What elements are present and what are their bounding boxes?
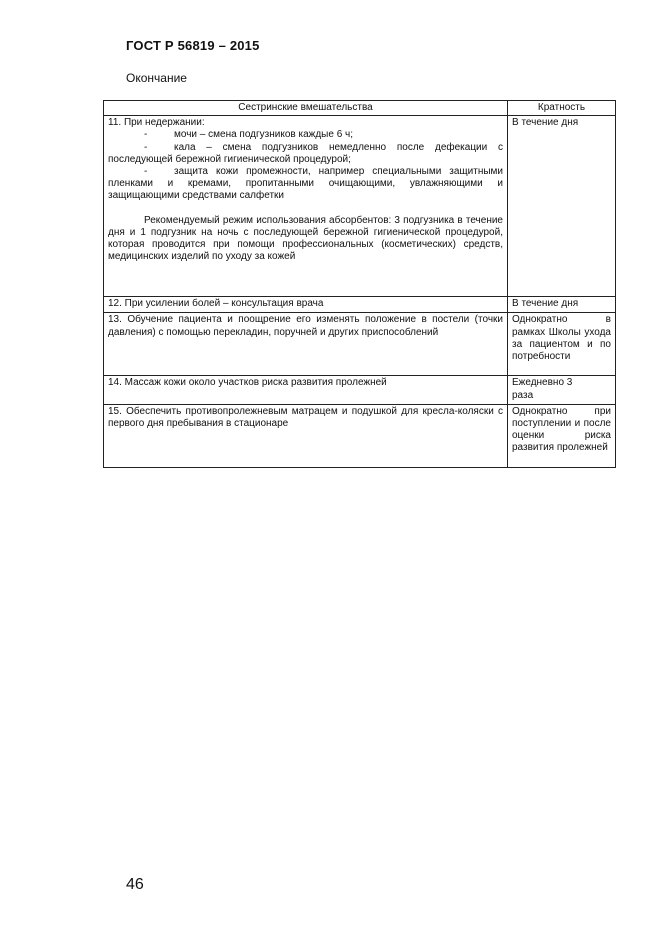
intervention-cell: 15. Обеспечить противопролежневым матрацем и подушкой для кресла-коляски с первого дня пребывания в стационаре xyxy=(104,404,508,467)
intervention-title: 11. При недержании: xyxy=(108,117,205,129)
table-row xyxy=(104,297,616,313)
column-header-interventions: Сестринские вмешательства xyxy=(104,101,508,116)
intervention-cell: 13. Обучение пациента и поощрение его изменять положение в постели (точки давления) с помощью перекладин, поручней и других приспособлений xyxy=(104,313,508,376)
frequency-cell: Однократно при поступлении и после оценки риска развития пролежней xyxy=(508,404,616,467)
nursing-interventions-table xyxy=(103,100,616,468)
table-row xyxy=(104,116,616,297)
list-item: - защита кожи промежности, например специальными защитными пленками и кремами, пропитанными очищающими, увлажняющими и защищающими средствами салфетки xyxy=(108,166,503,202)
page-number: 46 xyxy=(126,876,144,893)
column-header-frequency: Кратность xyxy=(508,101,616,116)
frequency-cell: Однократно в рамках Школы ухода за пациентом и по потребности xyxy=(508,313,616,376)
absorbent-note: Рекомендуемый режим использования абсорбентов: 3 подгузника в течение дня и 1 подгузник на ночь с последующей бережной гигиенической процедурой, которая проводится при помощи профессиональных (косметических) средств, медицинских изделий по уходу за кожей xyxy=(108,214,503,263)
intervention-cell: 14. Массаж кожи около участков риска развития пролежней xyxy=(104,376,508,404)
frequency-cell: Ежедневно 3 раза xyxy=(508,376,616,404)
continuation-label: Окончание xyxy=(126,71,187,85)
list-item: - мочи – смена подгузников каждые 6 ч; xyxy=(144,129,354,141)
table-row xyxy=(104,313,616,376)
table-header-row xyxy=(104,101,616,116)
frequency-cell: В течение дня xyxy=(508,116,616,297)
frequency-cell: В течение дня xyxy=(508,297,616,313)
table-row xyxy=(104,376,616,404)
list-item: - кала – смена подгузников немедленно после дефекации с последующей бережной гигиенической процедурой; xyxy=(108,141,503,165)
table-row xyxy=(104,404,616,467)
intervention-cell xyxy=(104,116,508,297)
document-standard-title: ГОСТ Р 56819 – 2015 xyxy=(126,38,260,53)
intervention-cell: 12. При усилении болей – консультация врача xyxy=(104,297,508,313)
